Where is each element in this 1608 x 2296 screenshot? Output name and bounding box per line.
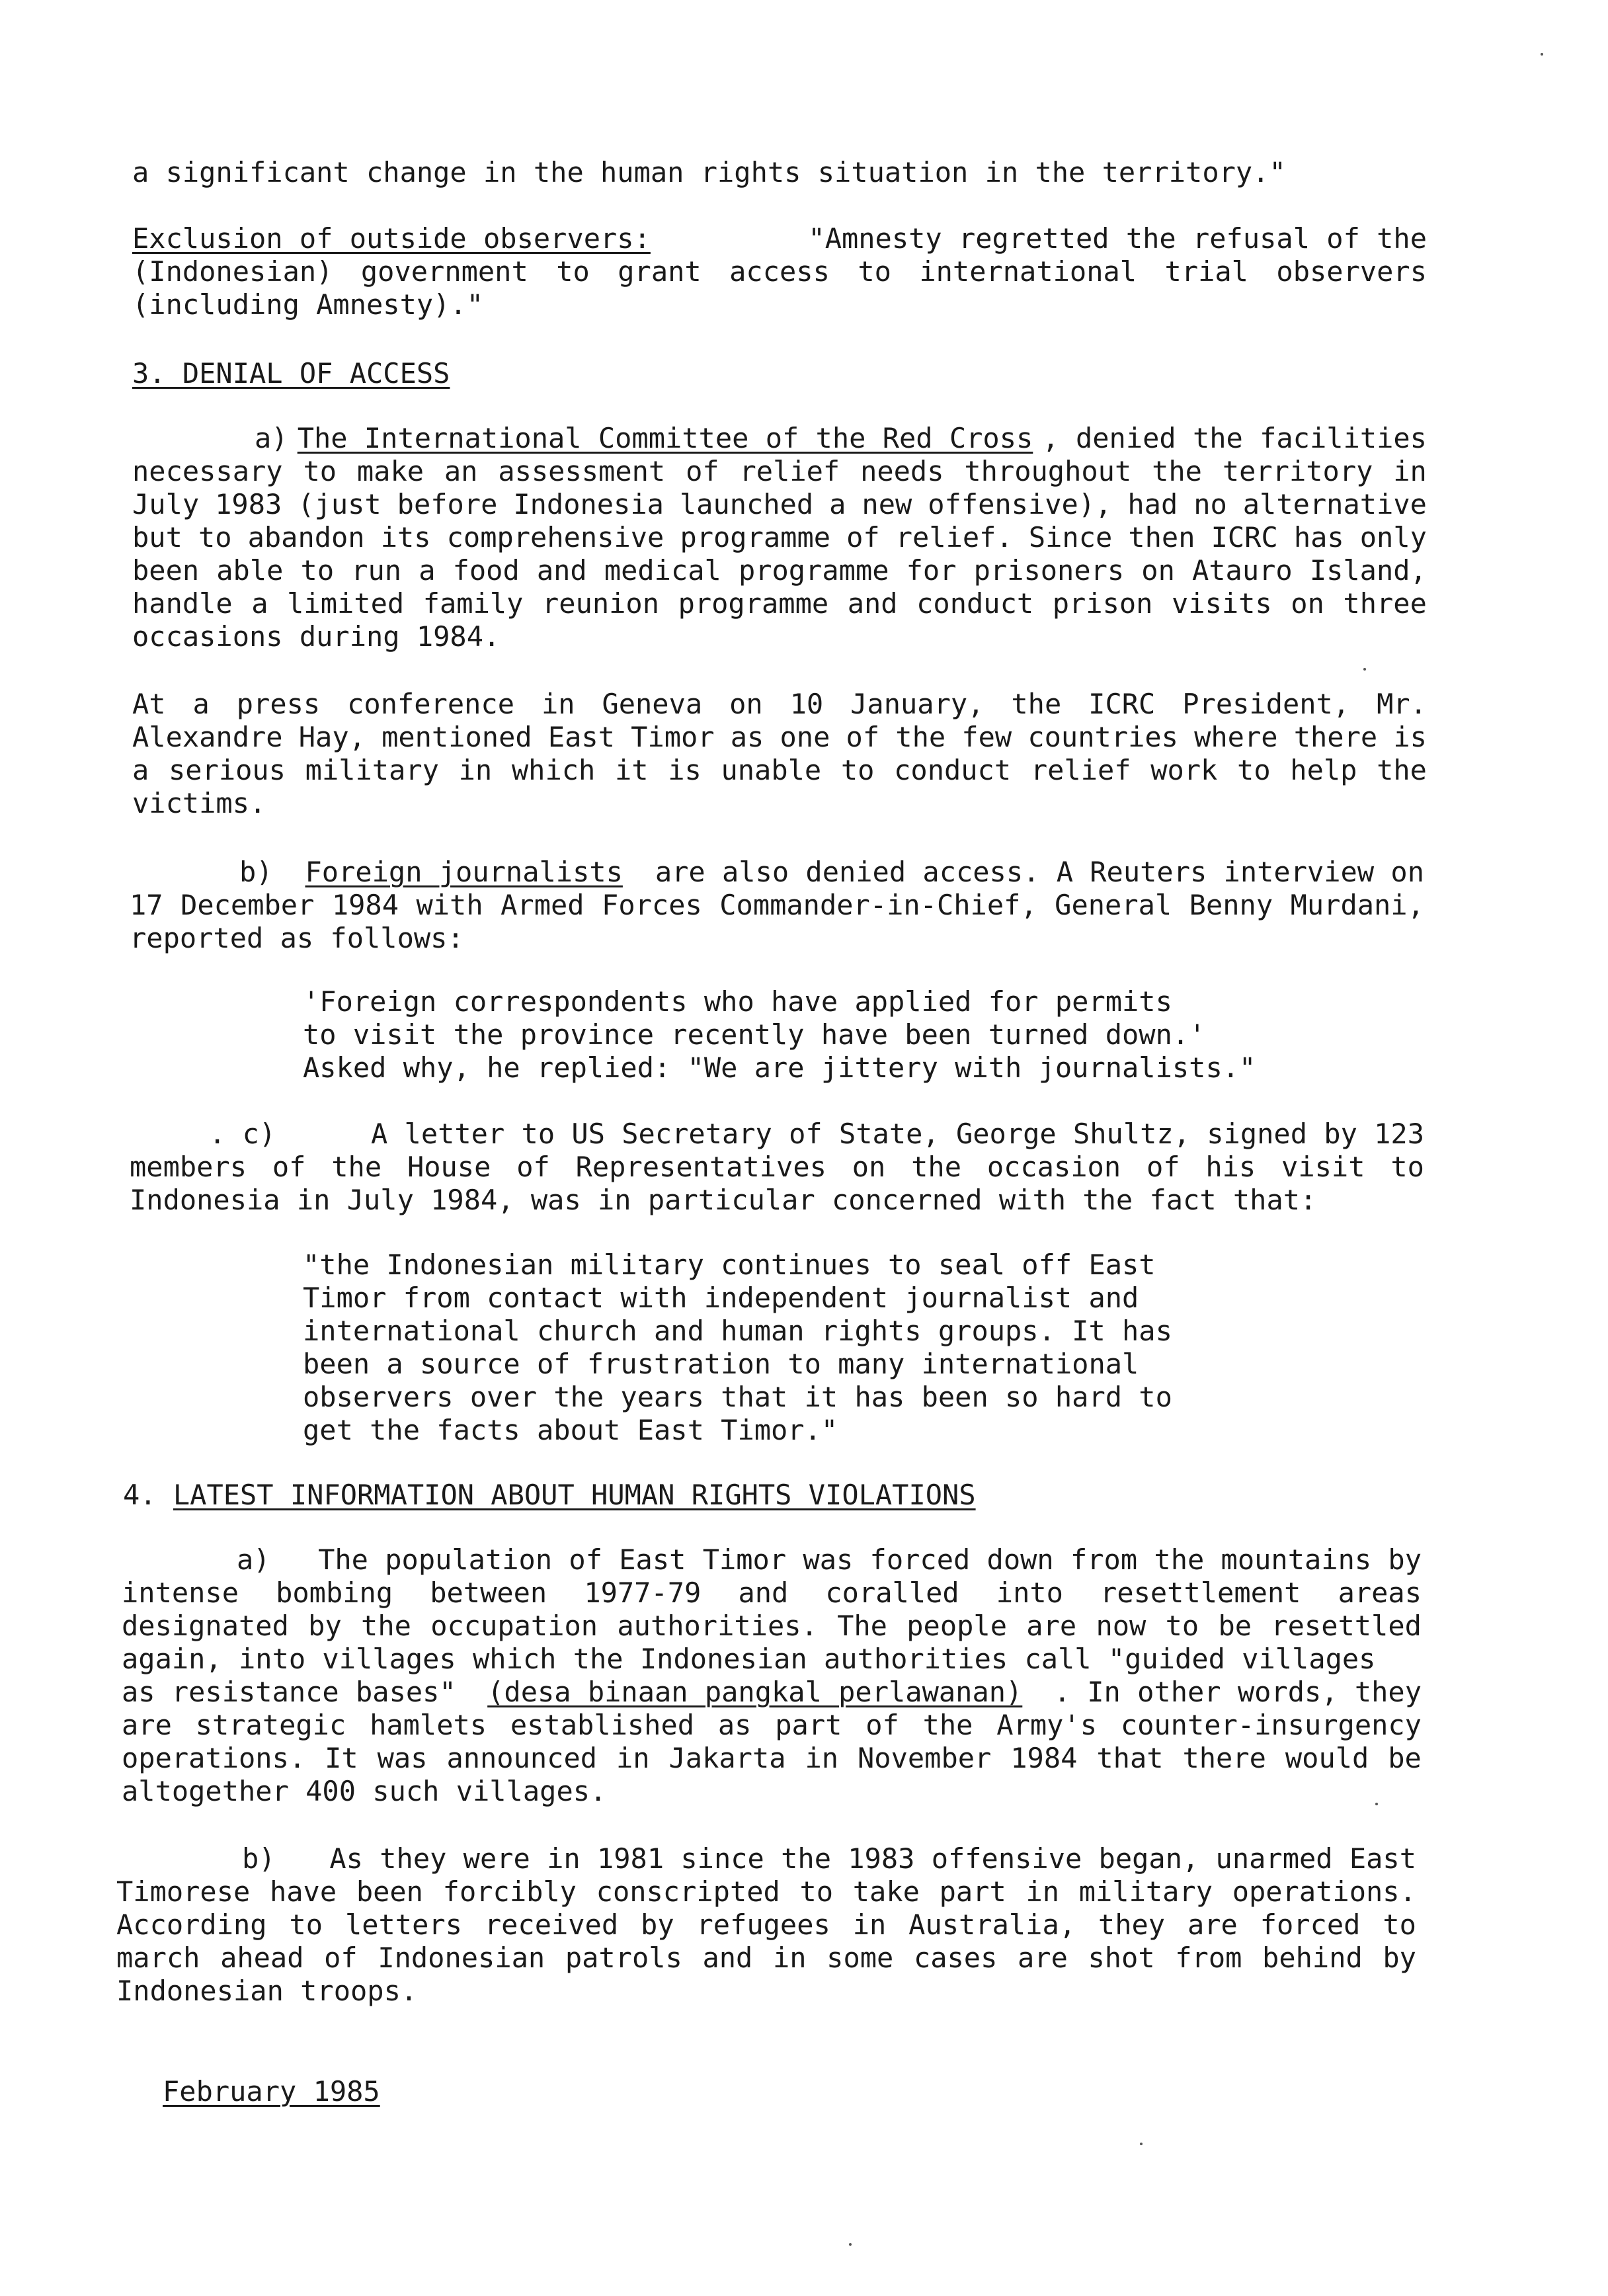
text-line: a significant change in the human rights situation in the territory." xyxy=(132,156,1286,188)
paragraph-4a xyxy=(122,1543,1422,1808)
text-line: a) The International Committee of the Red Cross , denied the facilities xyxy=(255,422,1427,454)
text-line: According to letters received by refugees in Australia, they are forced to xyxy=(116,1908,1416,1941)
indonesian-term: (desa binaan pangkal perlawanan) xyxy=(487,1676,1023,1708)
text-line: reported as follows: xyxy=(130,922,464,954)
text-line: march ahead of Indonesian patrols and in some cases are shot from behind by xyxy=(116,1942,1416,1974)
exclusion-heading: Exclusion of outside observers: xyxy=(132,222,651,255)
text-line: "the Indonesian military continues to seal off East xyxy=(303,1249,1156,1281)
scan-speck xyxy=(1541,53,1543,56)
text-line: occasions during 1984. xyxy=(132,620,501,653)
text-line: intense bombing between 1977-79 and coralled into resettlement areas xyxy=(122,1577,1422,1609)
murdani-quote xyxy=(303,985,1256,1085)
icrc-name: The International Committee of the Red Cross xyxy=(297,422,1033,454)
paragraph-3c xyxy=(130,1118,1424,1217)
text-line: designated by the occupation authorities. The people are now to be resettled xyxy=(122,1610,1422,1642)
section-3-heading: 3. DENIAL OF ACCESS xyxy=(132,357,450,390)
text-line: a) The population of East Timor was forced down from the mountains by xyxy=(237,1543,1422,1576)
text-line: been able to run a food and medical programme for prisoners on Atauro Island, xyxy=(132,554,1427,587)
text-line: Timor from contact with independent journalist and xyxy=(303,1282,1139,1314)
scan-speck xyxy=(849,2243,852,2246)
exclusion-paragraph xyxy=(132,222,1427,321)
document-date: February 1985 xyxy=(163,2075,380,2108)
opening-fragment xyxy=(132,156,1286,189)
text-line: b) As they were in 1981 since the 1983 offensive began, unarmed East xyxy=(242,1842,1416,1875)
text-line: again, into villages which the Indonesian authorities call "guided villages xyxy=(122,1643,1376,1675)
text-line: victims. xyxy=(132,787,266,819)
paragraph-4b xyxy=(116,1842,1416,2008)
text-line: observers over the years that it has been so hard to xyxy=(303,1381,1172,1413)
text-line: (Indonesian) government to grant access to international trial observers xyxy=(132,255,1427,288)
text-line: members of the House of Representatives on the occasion of his visit to xyxy=(130,1151,1424,1183)
text-line: Exclusion of outside observers: "Amnesty regretted the refusal of the xyxy=(132,222,1427,255)
text-line: b) Foreign journalists are also denied access. A Reuters interview on xyxy=(239,856,1424,888)
text-line: Alexandre Hay, mentioned East Timor as one of the few countries where there is xyxy=(132,721,1427,753)
text-line: 17 December 1984 with Armed Forces Commander-in-Chief, General Benny Murdani, xyxy=(130,889,1424,921)
section-4-heading: 4. LATEST INFORMATION ABOUT HUMAN RIGHTS VIOLATIONS xyxy=(123,1479,976,1511)
text-line: At a press conference in Geneva on 10 January, the ICRC President, Mr. xyxy=(132,688,1427,720)
paragraph-3b xyxy=(130,856,1424,955)
press-conference-paragraph xyxy=(132,688,1427,820)
text-line: . c) A letter to US Secretary of State, George Shultz, signed by 123 xyxy=(209,1118,1424,1150)
text-line: a serious military in which it is unable to conduct relief work to help the xyxy=(132,754,1427,786)
paragraph-3a xyxy=(132,422,1427,653)
text-line: Indonesia in July 1984, was in particular concerned with the fact that: xyxy=(130,1184,1317,1216)
text-line: (including Amnesty)." xyxy=(132,288,484,321)
text-line: necessary to make an assessment of relief needs throughout the territory in xyxy=(132,455,1427,487)
scan-speck xyxy=(1375,1803,1378,1805)
text-line: Indonesian troops. xyxy=(116,1975,418,2007)
text-line: July 1983 (just before Indonesia launched a new offensive), had no alternative xyxy=(132,488,1427,520)
text-line: Timorese have been forcibly conscripted to take part in military operations. xyxy=(116,1875,1416,1908)
text-line: as resistance bases" (desa binaan pangkal perlawanan) . In other words, they xyxy=(122,1676,1422,1708)
text-line: get the facts about East Timor." xyxy=(303,1414,838,1446)
scan-speck xyxy=(1140,2143,1143,2145)
text-line: been a source of frustration to many international xyxy=(303,1348,1139,1380)
text-line: 'Foreign correspondents who have applied for permits xyxy=(303,985,1172,1018)
house-letter-quote xyxy=(303,1249,1172,1447)
text-line: altogether 400 such villages. xyxy=(122,1775,607,1807)
text-line: but to abandon its comprehensive programme of relief. Since then ICRC has only xyxy=(132,521,1427,554)
scan-speck xyxy=(1363,668,1366,671)
text-line: are strategic hamlets established as part of the Army's counter-insurgency xyxy=(122,1709,1422,1741)
text-line: Asked why, he replied: "We are jittery with journalists." xyxy=(303,1051,1256,1084)
text-line: international church and human rights groups. It has xyxy=(303,1315,1172,1347)
text-line: handle a limited family reunion programme and conduct prison visits on three xyxy=(132,587,1427,620)
text-line: to visit the province recently have been turned down.' xyxy=(303,1018,1206,1051)
text-line: operations. It was announced in Jakarta in November 1984 that there would be xyxy=(122,1742,1422,1774)
foreign-journalists-term: Foreign journalists xyxy=(305,856,623,888)
